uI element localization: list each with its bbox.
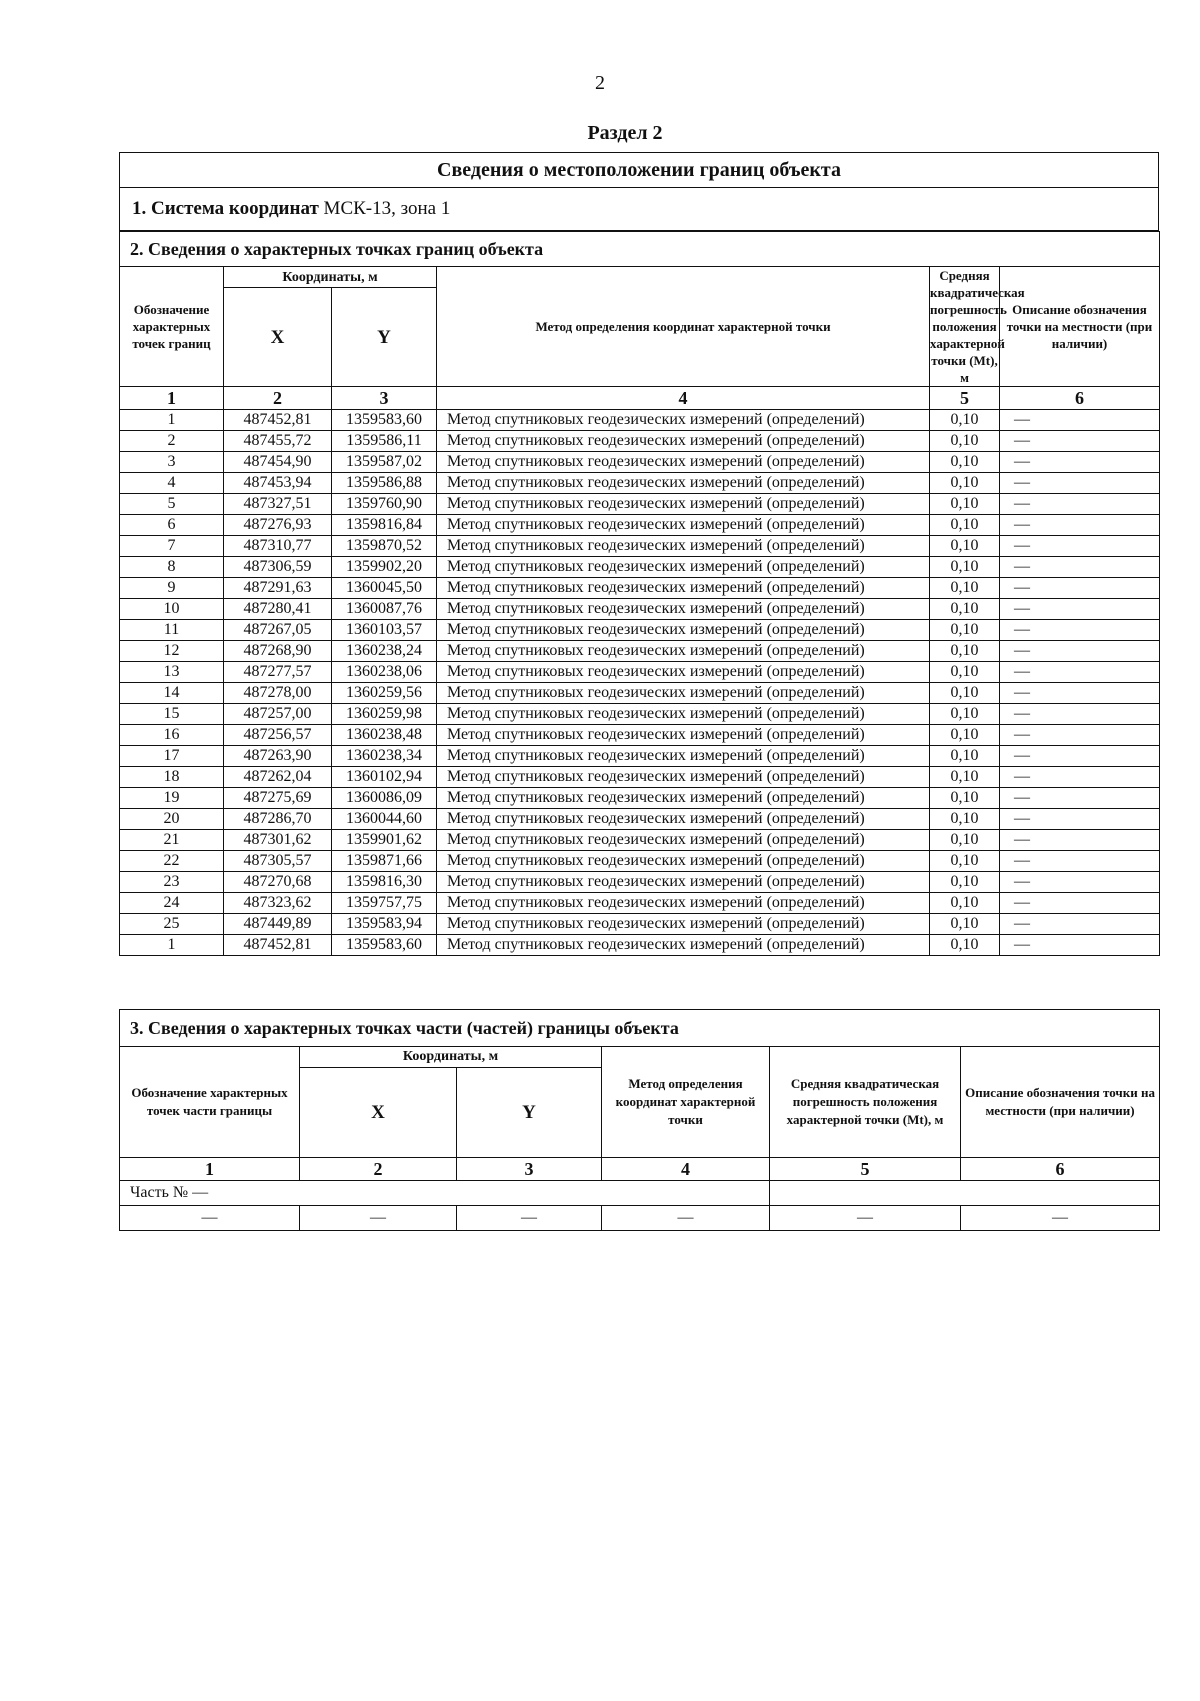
description-cell: —: [1000, 515, 1160, 536]
coord-y: 1360045,50: [332, 578, 437, 599]
description-cell: —: [1000, 914, 1160, 935]
block-title: Сведения о местоположении границ объекта: [120, 153, 1158, 188]
table-row: [120, 473, 1160, 494]
table-row: [120, 578, 1160, 599]
point-number: 12: [120, 641, 224, 662]
coord-x: 487449,89: [224, 914, 332, 935]
error-cell: 0,10: [930, 830, 1000, 851]
error-cell: 0,10: [930, 788, 1000, 809]
point-number: 14: [120, 683, 224, 704]
coord-x: 487278,00: [224, 683, 332, 704]
part-label: Часть № —: [120, 1181, 770, 1206]
empty-cell: —: [457, 1206, 602, 1231]
point-number: 22: [120, 851, 224, 872]
coord-x: 487275,69: [224, 788, 332, 809]
part-boundary-points-table: [119, 1009, 1160, 1231]
coord-x: 487452,81: [224, 410, 332, 431]
header-coordinates: Координаты, м: [224, 267, 437, 288]
error-cell: 0,10: [930, 515, 1000, 536]
coordinate-system-value: МСК-13, зона 1: [323, 198, 451, 219]
table-row: [120, 620, 1160, 641]
description-cell: —: [1000, 410, 1160, 431]
coord-y: 1359871,66: [332, 851, 437, 872]
empty-cell: —: [602, 1206, 770, 1231]
description-cell: —: [1000, 830, 1160, 851]
coord-y: 1359901,62: [332, 830, 437, 851]
error-cell: 0,10: [930, 893, 1000, 914]
description-cell: —: [1000, 494, 1160, 515]
coord-x: 487301,62: [224, 830, 332, 851]
coord-y: 1360238,24: [332, 641, 437, 662]
column-number: 5: [930, 387, 1000, 410]
coord-y: 1359586,88: [332, 473, 437, 494]
coord-x: 487256,57: [224, 725, 332, 746]
coord-y: 1360238,34: [332, 746, 437, 767]
coord-x: 487268,90: [224, 641, 332, 662]
coord-y: 1359586,11: [332, 431, 437, 452]
header-error: Средняя квадратическая погрешность положения характерной точки (Mt), м: [770, 1047, 961, 1158]
method-cell: Метод спутниковых геодезических измерений (определений): [437, 641, 930, 662]
coord-x: 487310,77: [224, 536, 332, 557]
table-row: [120, 935, 1160, 956]
table-row: [120, 914, 1160, 935]
coord-y: 1360259,56: [332, 683, 437, 704]
point-number: 2: [120, 431, 224, 452]
description-cell: —: [1000, 557, 1160, 578]
description-cell: —: [1000, 599, 1160, 620]
table-row: [120, 494, 1160, 515]
coord-y: 1360259,98: [332, 704, 437, 725]
column-number: 3: [332, 387, 437, 410]
point-number: 1: [120, 935, 224, 956]
coord-y: 1359760,90: [332, 494, 437, 515]
empty-cell: —: [300, 1206, 457, 1231]
boundary-points-table: [119, 231, 1160, 956]
table-row: [120, 641, 1160, 662]
coord-x: 487277,57: [224, 662, 332, 683]
error-cell: 0,10: [930, 641, 1000, 662]
point-number: 24: [120, 893, 224, 914]
error-cell: 0,10: [930, 662, 1000, 683]
coord-x: 487267,05: [224, 620, 332, 641]
method-cell: Метод спутниковых геодезических измерений (определений): [437, 452, 930, 473]
error-cell: 0,10: [930, 746, 1000, 767]
table-row: [120, 893, 1160, 914]
description-cell: —: [1000, 473, 1160, 494]
coord-x: 487306,59: [224, 557, 332, 578]
table-row: [120, 788, 1160, 809]
point-number: 7: [120, 536, 224, 557]
point-number: 13: [120, 662, 224, 683]
error-cell: 0,10: [930, 725, 1000, 746]
method-cell: Метод спутниковых геодезических измерений (определений): [437, 578, 930, 599]
header-description: Описание обозначения точки на местности (при наличии): [961, 1047, 1160, 1158]
description-cell: —: [1000, 935, 1160, 956]
header-x: X: [300, 1068, 457, 1158]
coord-y: 1360044,60: [332, 809, 437, 830]
method-cell: Метод спутниковых геодезических измерений (определений): [437, 725, 930, 746]
method-cell: Метод спутниковых геодезических измерений (определений): [437, 746, 930, 767]
coord-x: 487257,00: [224, 704, 332, 725]
point-number: 20: [120, 809, 224, 830]
method-cell: Метод спутниковых геодезических измерений (определений): [437, 914, 930, 935]
empty-cell: —: [770, 1206, 961, 1231]
description-cell: —: [1000, 725, 1160, 746]
header-designation: Обозначение характерных точек части границы: [120, 1047, 300, 1158]
error-cell: 0,10: [930, 557, 1000, 578]
method-cell: Метод спутниковых геодезических измерений (определений): [437, 767, 930, 788]
error-cell: 0,10: [930, 683, 1000, 704]
method-cell: Метод спутниковых геодезических измерений (определений): [437, 893, 930, 914]
method-cell: Метод спутниковых геодезических измерений (определений): [437, 872, 930, 893]
point-number: 9: [120, 578, 224, 599]
section-title: Раздел 2: [587, 122, 663, 144]
coord-y: 1360102,94: [332, 767, 437, 788]
table-row: [120, 536, 1160, 557]
header-method: Метод определения координат характерной точки: [602, 1047, 770, 1158]
point-number: 25: [120, 914, 224, 935]
header-method: Метод определения координат характерной точки: [437, 267, 930, 387]
coord-y: 1360103,57: [332, 620, 437, 641]
description-cell: —: [1000, 746, 1160, 767]
point-number: 15: [120, 704, 224, 725]
coord-x: 487276,93: [224, 515, 332, 536]
method-cell: Метод спутниковых геодезических измерений (определений): [437, 599, 930, 620]
table-row: [120, 662, 1160, 683]
coord-x: 487323,62: [224, 893, 332, 914]
method-cell: Метод спутниковых геодезических измерений (определений): [437, 410, 930, 431]
error-cell: 0,10: [930, 599, 1000, 620]
point-number: 16: [120, 725, 224, 746]
table-row: [120, 767, 1160, 788]
part-label-empty: [770, 1181, 1160, 1206]
coord-x: 487455,72: [224, 431, 332, 452]
coordinate-system: [120, 188, 1158, 232]
coord-y: 1360238,48: [332, 725, 437, 746]
description-cell: —: [1000, 704, 1160, 725]
coord-x: 487291,63: [224, 578, 332, 599]
method-cell: Метод спутниковых геодезических измерений (определений): [437, 620, 930, 641]
description-cell: —: [1000, 788, 1160, 809]
coord-x: 487327,51: [224, 494, 332, 515]
point-number: 1: [120, 410, 224, 431]
error-cell: 0,10: [930, 452, 1000, 473]
empty-cell: —: [120, 1206, 300, 1231]
description-cell: —: [1000, 431, 1160, 452]
table-row: [120, 452, 1160, 473]
point-number: 3: [120, 452, 224, 473]
description-cell: —: [1000, 578, 1160, 599]
header-coordinates: Координаты, м: [300, 1047, 602, 1068]
method-cell: Метод спутниковых геодезических измерений (определений): [437, 473, 930, 494]
coord-y: 1359583,94: [332, 914, 437, 935]
description-cell: —: [1000, 872, 1160, 893]
table-row: [120, 515, 1160, 536]
error-cell: 0,10: [930, 536, 1000, 557]
coord-y: 1360086,09: [332, 788, 437, 809]
table-row: [120, 410, 1160, 431]
coord-y: 1360238,06: [332, 662, 437, 683]
error-cell: 0,10: [930, 620, 1000, 641]
column-number: 3: [457, 1158, 602, 1181]
coord-x: 487452,81: [224, 935, 332, 956]
table-row: [120, 557, 1160, 578]
point-number: 23: [120, 872, 224, 893]
coord-y: 1359583,60: [332, 935, 437, 956]
description-cell: —: [1000, 620, 1160, 641]
error-cell: 0,10: [930, 410, 1000, 431]
header-y: Y: [457, 1068, 602, 1158]
coord-y: 1359816,30: [332, 872, 437, 893]
column-number: 2: [224, 387, 332, 410]
error-cell: 0,10: [930, 473, 1000, 494]
method-cell: Метод спутниковых геодезических измерений (определений): [437, 809, 930, 830]
column-number: 1: [120, 1158, 300, 1181]
error-cell: 0,10: [930, 767, 1000, 788]
table-row: [120, 599, 1160, 620]
error-cell: 0,10: [930, 494, 1000, 515]
table-row: [120, 746, 1160, 767]
method-cell: Метод спутниковых геодезических измерений (определений): [437, 662, 930, 683]
table-row: [120, 683, 1160, 704]
page-number: 2: [595, 72, 605, 94]
table-row: [120, 809, 1160, 830]
column-number: 4: [602, 1158, 770, 1181]
coord-x: 487263,90: [224, 746, 332, 767]
point-number: 10: [120, 599, 224, 620]
method-cell: Метод спутниковых геодезических измерений (определений): [437, 830, 930, 851]
point-number: 8: [120, 557, 224, 578]
point-number: 18: [120, 767, 224, 788]
coord-x: 487280,41: [224, 599, 332, 620]
description-cell: —: [1000, 809, 1160, 830]
section-2-title: 2. Сведения о характерных точках границ объекта: [120, 232, 1160, 267]
coord-y: 1359816,84: [332, 515, 437, 536]
column-number: 4: [437, 387, 930, 410]
error-cell: 0,10: [930, 578, 1000, 599]
error-cell: 0,10: [930, 431, 1000, 452]
header-x: X: [224, 288, 332, 387]
method-cell: Метод спутниковых геодезических измерений (определений): [437, 557, 930, 578]
error-cell: 0,10: [930, 935, 1000, 956]
method-cell: Метод спутниковых геодезических измерений (определений): [437, 515, 930, 536]
description-cell: —: [1000, 767, 1160, 788]
error-cell: 0,10: [930, 872, 1000, 893]
point-number: 19: [120, 788, 224, 809]
error-cell: 0,10: [930, 809, 1000, 830]
table-row: [120, 704, 1160, 725]
column-number: 6: [961, 1158, 1160, 1181]
description-cell: —: [1000, 536, 1160, 557]
column-number: 6: [1000, 387, 1160, 410]
point-number: 17: [120, 746, 224, 767]
description-cell: —: [1000, 893, 1160, 914]
coord-x: 487454,90: [224, 452, 332, 473]
coord-x: 487262,04: [224, 767, 332, 788]
header-y: Y: [332, 288, 437, 387]
table-row: [120, 431, 1160, 452]
column-number: 2: [300, 1158, 457, 1181]
description-cell: —: [1000, 851, 1160, 872]
method-cell: Метод спутниковых геодезических измерений (определений): [437, 935, 930, 956]
object-location-block: [119, 152, 1159, 231]
coord-y: 1359870,52: [332, 536, 437, 557]
column-number: 1: [120, 387, 224, 410]
coord-y: 1360087,76: [332, 599, 437, 620]
table-row: [120, 725, 1160, 746]
method-cell: Метод спутниковых геодезических измерений (определений): [437, 683, 930, 704]
point-number: 21: [120, 830, 224, 851]
coord-y: 1359757,75: [332, 893, 437, 914]
method-cell: Метод спутниковых геодезических измерений (определений): [437, 851, 930, 872]
header-designation: Обозначение характерных точек границ: [120, 267, 224, 387]
table-row: [120, 830, 1160, 851]
section-3-title: 3. Сведения о характерных точках части (частей) границы объекта: [120, 1010, 1160, 1047]
description-cell: —: [1000, 452, 1160, 473]
coord-y: 1359583,60: [332, 410, 437, 431]
description-cell: —: [1000, 683, 1160, 704]
error-cell: 0,10: [930, 851, 1000, 872]
point-number: 4: [120, 473, 224, 494]
table-row: [120, 851, 1160, 872]
coord-x: 487270,68: [224, 872, 332, 893]
table-row: [120, 872, 1160, 893]
column-number: 5: [770, 1158, 961, 1181]
method-cell: Метод спутниковых геодезических измерений (определений): [437, 431, 930, 452]
coord-x: 487305,57: [224, 851, 332, 872]
description-cell: —: [1000, 641, 1160, 662]
method-cell: Метод спутниковых геодезических измерений (определений): [437, 704, 930, 725]
coordinate-system-label: 1. Система координат: [132, 198, 319, 219]
empty-cell: —: [961, 1206, 1160, 1231]
coord-x: 487286,70: [224, 809, 332, 830]
coord-y: 1359902,20: [332, 557, 437, 578]
header-description: Описание обозначения точки на местности (при наличии): [1000, 267, 1160, 387]
description-cell: —: [1000, 662, 1160, 683]
point-number: 5: [120, 494, 224, 515]
point-number: 6: [120, 515, 224, 536]
coord-x: 487453,94: [224, 473, 332, 494]
error-cell: 0,10: [930, 914, 1000, 935]
header-error: Средняя квадратическая погрешность положения характерной точки (Mt), м: [930, 268, 1025, 385]
method-cell: Метод спутниковых геодезических измерений (определений): [437, 788, 930, 809]
error-cell: 0,10: [930, 704, 1000, 725]
method-cell: Метод спутниковых геодезических измерений (определений): [437, 536, 930, 557]
coord-y: 1359587,02: [332, 452, 437, 473]
point-number: 11: [120, 620, 224, 641]
method-cell: Метод спутниковых геодезических измерений (определений): [437, 494, 930, 515]
